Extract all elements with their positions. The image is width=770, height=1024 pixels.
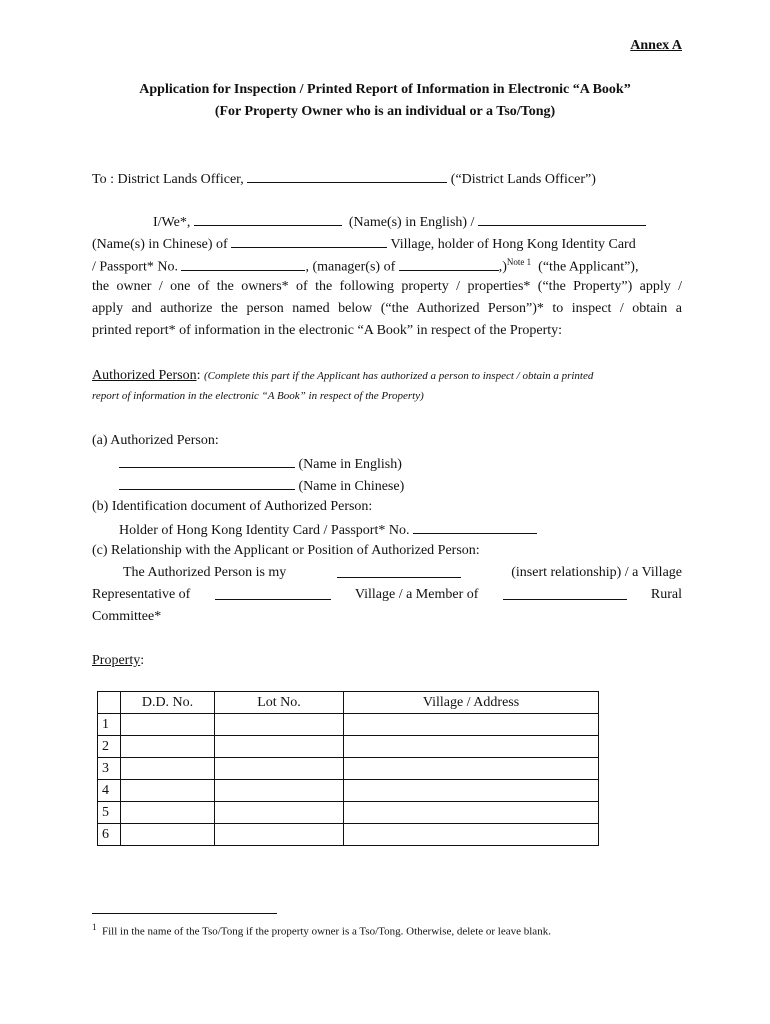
item-a-label: (a) Authorized Person: — [92, 433, 219, 448]
applicant-line-4: the owner / one of the owners* of the following property / properties* (“the Property”) apply / — [92, 279, 682, 294]
manager-text: , (manager(s) of — [305, 259, 396, 275]
name-english-text: (Name(s) in English) / — [348, 215, 475, 230]
village-address-cell[interactable] — [344, 824, 599, 846]
item-c-label: (c) Relationship with the Applicant or Position of Authorized Person: — [92, 543, 480, 558]
manager-close-text: ,) — [498, 259, 507, 275]
village-address-cell[interactable] — [344, 714, 599, 736]
row-number: 4 — [98, 780, 121, 802]
rural-text: Rural — [650, 587, 682, 602]
name-chinese-text: (Name(s) in Chinese) of — [92, 237, 228, 252]
auth-name-english-blank[interactable] — [119, 455, 295, 468]
footnote — [92, 922, 551, 938]
village-address-cell[interactable] — [344, 758, 599, 780]
applicant-line-1 — [153, 213, 682, 231]
name-in-chinese-label: (Name in Chinese) — [298, 479, 405, 494]
row-number-header — [98, 692, 121, 714]
authorized-person-heading-line — [92, 368, 682, 384]
name-in-chinese-line — [119, 477, 709, 495]
lot-no-cell[interactable] — [215, 714, 344, 736]
note-1-marker: Note 1 — [506, 257, 532, 267]
footnote-divider — [92, 913, 277, 914]
table-row — [98, 780, 599, 802]
footnote-text: Fill in the name of the Tso/Tong if the property owner is a Tso/Tong. Otherwise, delete or leave blank. — [102, 925, 551, 938]
village-blank[interactable] — [231, 235, 387, 248]
relationship-blank[interactable] — [337, 565, 461, 578]
table-row — [98, 736, 599, 758]
dd-no-cell[interactable] — [121, 758, 215, 780]
table-row — [98, 802, 599, 824]
row-number: 2 — [98, 736, 121, 758]
insert-relationship-text: (insert relationship) / a Village — [511, 565, 682, 580]
property-table-header — [98, 692, 599, 714]
relationship-line-2 — [92, 587, 682, 603]
village-address-cell[interactable] — [344, 780, 599, 802]
row-number: 3 — [98, 758, 121, 780]
form-subtitle: (For Property Owner who is an individual or a Tso/Tong) — [214, 104, 556, 119]
property-heading: Property — [92, 653, 141, 668]
applicant-line-6: printed report* of information in the electronic “A Book” in respect of the Property: — [92, 323, 563, 338]
addressee-line — [92, 170, 682, 188]
row-number: 6 — [98, 824, 121, 846]
to-suffix: (“District Lands Officer”) — [450, 172, 596, 187]
property-heading-line — [92, 653, 682, 669]
annex-label: Annex A — [630, 38, 682, 53]
lot-no-cell[interactable] — [215, 824, 344, 846]
authorized-person-note-1: (Complete this part if the Applicant has authorized a person to inspect / obtain a printed — [203, 370, 594, 382]
village-holder-text: Village, holder of Hong Kong Identity Card — [390, 237, 636, 252]
auth-id-number-blank[interactable] — [413, 521, 537, 534]
dd-no-header: D.D. No. — [121, 692, 215, 714]
applicant-line-2 — [92, 235, 682, 253]
to-prefix: To : District Lands Officer, — [92, 172, 244, 187]
auth-id-line — [119, 521, 709, 539]
dd-no-cell[interactable] — [121, 802, 215, 824]
table-row — [98, 758, 599, 780]
member-of-text: Village / a Member of — [354, 587, 479, 602]
item-b-label: (b) Identification document of Authorized Person: — [92, 499, 373, 514]
name-chinese-blank[interactable] — [478, 213, 646, 226]
rural-committee-blank[interactable] — [503, 587, 627, 600]
lot-no-cell[interactable] — [215, 780, 344, 802]
district-lands-officer-blank[interactable] — [247, 170, 447, 183]
village-address-cell[interactable] — [344, 736, 599, 758]
village-address-cell[interactable] — [344, 802, 599, 824]
lot-no-cell[interactable] — [215, 736, 344, 758]
form-title: Application for Inspection / Printed Report of Information in Electronic “A Book” — [139, 82, 631, 97]
applicant-definition: (“the Applicant”), — [538, 259, 639, 275]
iwe-text: I/We*, — [153, 215, 191, 230]
name-english-blank[interactable] — [194, 213, 342, 226]
auth-id-text: Holder of Hong Kong Identity Card / Passport* No. — [119, 523, 410, 538]
relationship-line-1 — [123, 565, 682, 581]
name-in-english-line — [119, 455, 709, 473]
dd-no-cell[interactable] — [121, 736, 215, 758]
authorized-person-heading: Authorized Person — [92, 368, 197, 383]
representative-village-blank[interactable] — [215, 587, 331, 600]
row-number: 5 — [98, 802, 121, 824]
heading-colon: : — [196, 368, 201, 383]
row-number: 1 — [98, 714, 121, 736]
footnote-mark: 1 — [92, 922, 97, 932]
relationship-text: The Authorized Person is my — [123, 565, 287, 580]
passport-number-blank[interactable] — [181, 258, 305, 271]
lot-no-cell[interactable] — [215, 758, 344, 780]
representative-text: Representative of — [92, 587, 191, 602]
auth-name-chinese-blank[interactable] — [119, 477, 295, 490]
table-row — [98, 714, 599, 736]
table-row — [98, 824, 599, 846]
applicant-line-5: apply and authorize the person named below (“the Authorized Person”)* to inspect / obtain a — [92, 301, 682, 316]
lot-no-cell[interactable] — [215, 802, 344, 824]
dd-no-cell[interactable] — [121, 824, 215, 846]
passport-text: / Passport* No. — [92, 259, 178, 275]
dd-no-cell[interactable] — [121, 714, 215, 736]
village-address-header: Village / Address — [344, 692, 599, 714]
applicant-line-3 — [92, 257, 682, 276]
tso-tong-blank[interactable] — [399, 258, 499, 271]
dd-no-cell[interactable] — [121, 780, 215, 802]
lot-no-header: Lot No. — [215, 692, 344, 714]
relationship-line-3: Committee* — [92, 609, 162, 624]
name-in-english-label: (Name in English) — [298, 457, 402, 472]
property-table — [97, 691, 599, 846]
property-colon: : — [140, 653, 145, 668]
authorized-person-note-2: report of information in the electronic “A Book” in respect of the Property) — [92, 390, 424, 402]
